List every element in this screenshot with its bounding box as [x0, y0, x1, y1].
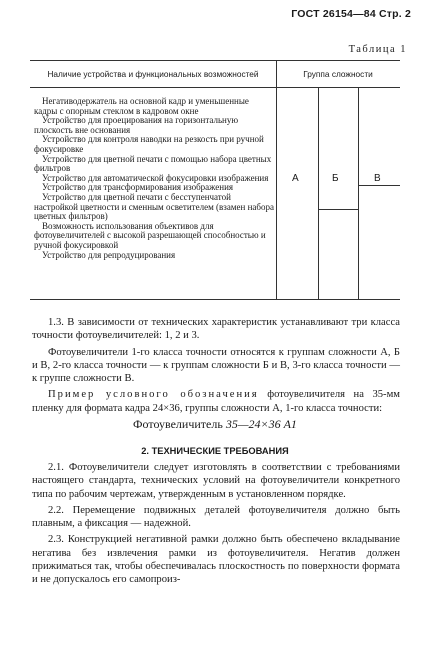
feature-6: Устройство для трансформирования изображения [42, 182, 234, 193]
formula-code: 35—24×36 А1 [225, 417, 297, 431]
paragraph-1-3: 1.3. В зависимости от технических характеристик устанавливают три класса точности фотоувеличителей: 1, 2 и 3. [32, 317, 400, 342]
paragraph-example [32, 388, 400, 415]
table-caption: Таблица 1 [348, 44, 407, 55]
designation-example [30, 417, 400, 432]
example-label: Пример условного обозначения [48, 389, 259, 401]
group-b: Б [332, 173, 339, 184]
feature-2: Устройство для проецирования на горизонтальную плоскость вне основания [34, 115, 239, 135]
table-feature-list [34, 97, 274, 260]
group-b-end-line [318, 209, 358, 210]
group-c: В [374, 173, 381, 184]
feature-4: Устройство для цветной печати с помощью набора цветных фильтров [34, 153, 272, 174]
paragraph-2-2: 2.2. Перемещение подвижных деталей фотоувеличителя должно быть плавным, а фиксация — надежной. [32, 504, 400, 530]
page-header: ГОСТ 26154—84 Стр. 2 [291, 8, 411, 20]
feature-8: Возможность использования объективов для фотоувеличителей с высокой разрешающей способностью и ручной фокусировкой [34, 220, 266, 250]
feature-1: Негативодержатель на основной кадр и уменьшенные кадры с опорным стеклом в кадровом окне [34, 96, 249, 116]
column-header-features: Наличие устройства и функциональных возможностей [47, 69, 259, 79]
group-divider-2 [358, 87, 359, 299]
feature-7: Устройство для цветной печати с бесступенчатой настройкой цветности и сменным осветителем (взамен набора цветных фильтров) [34, 191, 274, 222]
body-text [32, 316, 400, 415]
section-2-text [32, 461, 400, 587]
section-title: 2. ТЕХНИЧЕСКИЕ ТРЕБОВАНИЯ [141, 446, 289, 456]
paragraph-classes-text: Фотоувеличители 1-го класса точности относятся к группам сложности А, Б и В, 2-го класса точности — к группам сложности Б и В, 3-го класса точности — к группе сложности В. [32, 346, 400, 385]
example-text: фотоувеличителя на 35-мм пленку для формата кадра 24×36, группы сложности А, 1-го класса точности: [32, 389, 400, 414]
paragraph-2-3: 2.3. Конструкцией негативной рамки должно быть обеспечено вкладывание негатива без извлечения рамки из фотоувеличителя. Негатив должен прижиматься так, чтобы обеспечивалась плоскостность по поверхности формата и не допускалось его самопроиз- [32, 534, 400, 586]
table-header-row [30, 61, 400, 88]
paragraph-classes [32, 346, 400, 386]
formula-prefix: Фотоувеличитель [133, 417, 226, 431]
group-divider-1 [318, 87, 319, 299]
table-1 [30, 60, 400, 300]
paragraph-2-1: 2.1. Фотоувеличители следует изготовлять в соответствии с требованиями настоящего стандарта, технических условий на фотоувеличители конкретного типа по рабочим чертежам, утвержденным в установленном порядке. [32, 462, 400, 500]
group-c-end-line [358, 185, 400, 186]
table-divider [276, 61, 277, 299]
feature-9: Устройство для репродуцирования [42, 249, 176, 260]
group-a: А [292, 173, 299, 184]
feature-5: Устройство для автоматической фокусировки изображения [42, 172, 269, 183]
feature-3: Устройство для контроля наводки на резкость при ручной фокусировке [34, 134, 264, 154]
column-header-groups: Группа сложности [303, 69, 373, 79]
